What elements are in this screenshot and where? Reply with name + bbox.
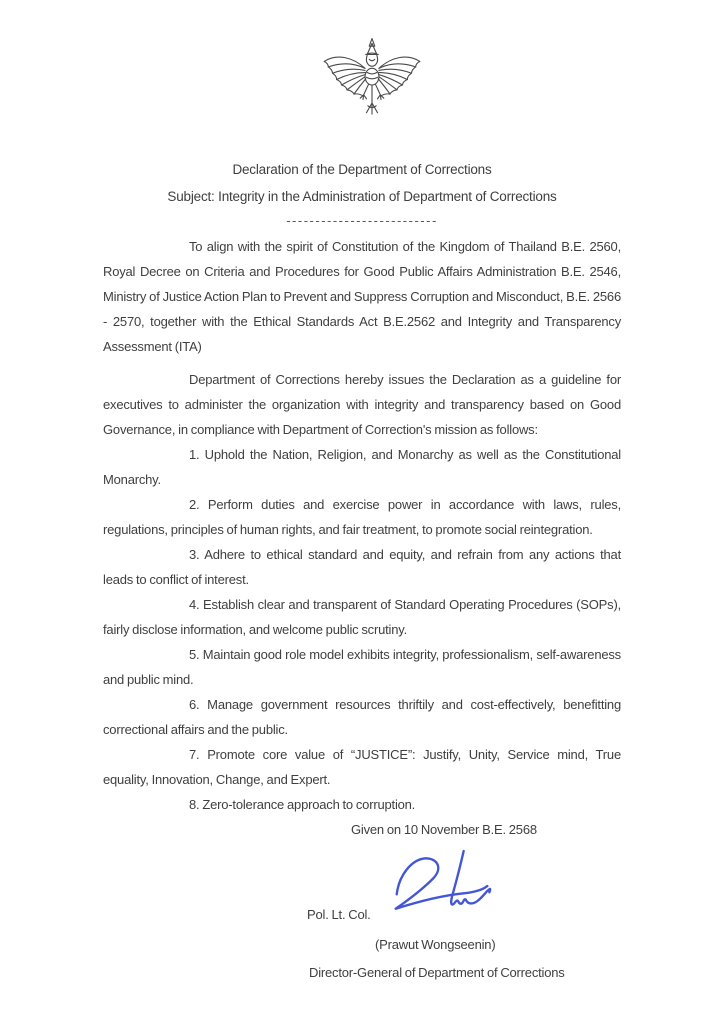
list-item-7: 7. Promote core value of “JUSTICE”: Justify, Unity, Service mind, True equality, Innovation, Change, and Expert. [103, 747, 621, 787]
signature-ink-icon [383, 848, 499, 918]
paragraph-preamble: To align with the spirit of Constitution of the Kingdom of Thailand B.E. 2560, Royal Decree on Criteria and Procedures for Good Public Affairs Administration B.E. 2546, Ministry of Justice Action Plan to Prevent and Suppress Corruption and Misconduct, B.E. 2566 - 2570, together with the Ethical Standards Act B.E.2562 and Integrity and Transparency Assessment (ITA) [103, 239, 621, 354]
list-item-3: 3. Adhere to ethical standard and equity, and refrain from any actions that leads to conflict of interest. [103, 547, 621, 587]
dashed-divider: -------------------------- [286, 213, 438, 228]
document-title: Declaration of the Department of Corrections [232, 162, 492, 177]
list-item-4: 4. Establish clear and transparent of Standard Operating Procedures (SOPs), fairly disclose information, and welcome public scrutiny. [103, 597, 621, 637]
list-item-2: 2. Perform duties and exercise power in accordance with laws, rules, regulations, principles of human rights, and fair treatment, to promote social reintegration. [103, 497, 621, 537]
paragraph-declaration: Department of Corrections hereby issues the Declaration as a guideline for executives to administer the organization with integrity and transparency based on Good Governance, in compliance with Department of Correction's mission as follows: [103, 372, 621, 437]
list-item-6: 6. Manage government resources thriftily and cost-effectively, benefitting correctional affairs and the public. [103, 697, 621, 737]
list-item-1: 1. Uphold the Nation, Religion, and Monarchy as well as the Constitutional Monarchy. [103, 447, 621, 487]
list-item-8: 8. Zero-tolerance approach to corruption. [189, 797, 416, 812]
list-item-5: 5. Maintain good role model exhibits integrity, professionalism, self-awareness and public mind. [103, 647, 621, 687]
signatory-title: Director-General of Department of Corrections [309, 965, 565, 980]
document-body [103, 234, 621, 1006]
signatory-name: (Prawut Wongseenin) [375, 937, 496, 952]
date-line: Given on 10 November B.E. 2568 [351, 822, 537, 837]
document-header [0, 156, 724, 232]
document-subject: Subject: Integrity in the Administration of Department of Corrections [167, 189, 557, 204]
signatory-rank: Pol. Lt. Col. [307, 907, 371, 922]
garuda-emblem-icon [320, 36, 424, 134]
signature-block [103, 856, 621, 1006]
